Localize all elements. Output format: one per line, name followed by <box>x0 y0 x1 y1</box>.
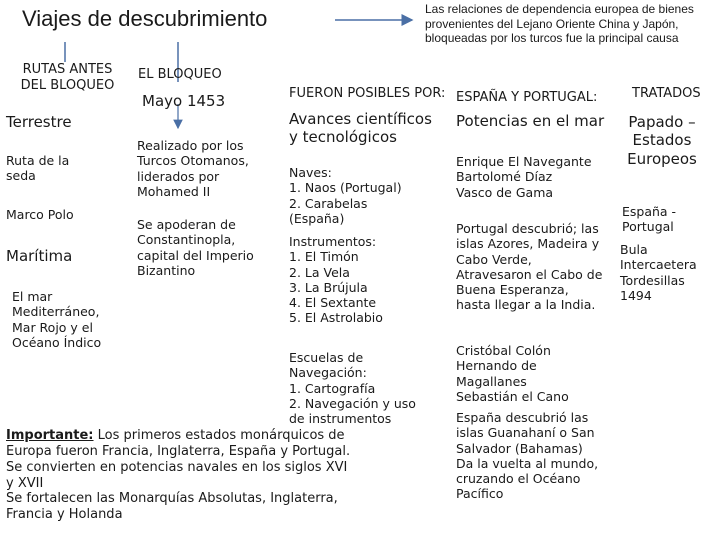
espana-portugal-treaty: España - Portugal <box>622 204 677 235</box>
apoderan-text: Se apoderan de Constantinopla, capital del Imperio Bizantino <box>137 217 254 278</box>
bloqueo-header: EL BLOQUEO <box>138 67 222 82</box>
maritima-label: Marítima <box>6 247 73 265</box>
ruta-seda-text: Ruta de la seda <box>6 153 70 184</box>
marco-polo-text: Marco Polo <box>6 207 74 222</box>
espana-names: Cristóbal Colón Hernando de Magallanes Sebastián el Cano <box>456 343 569 404</box>
bula-text: Bula Intercaetera Tordesillas 1494 <box>620 242 697 303</box>
tratados-header: TRATADOS <box>632 86 701 101</box>
potencias-text: Potencias en el mar <box>456 112 605 130</box>
rutas-header: RUTAS ANTES DEL BLOQUEO <box>20 62 115 93</box>
top-note: Las relaciones de dependencia europea de bienes provenientes del Lejano Oriente China y Japón, bloqueadas por los turcos fue la principal causa <box>425 2 694 46</box>
instrumentos-text: Instrumentos: 1. El Timón 2. La Vela 3. La Brújula 4. El Sextante 5. El Astrolabio <box>289 234 383 326</box>
escuelas-text: Escuelas de Navegación: 1. Cartografía 2. Navegación y uso de instrumentos <box>289 350 416 426</box>
papado-text: Papado – Estados Europeos <box>627 113 697 168</box>
portugal-text: Portugal descubrió; las islas Azores, Madeira y Cabo Verde, Atravesaron el Cabo de Buena Esperanza, hasta llegar a la India. <box>456 221 603 313</box>
espana-portugal-header: ESPAÑA Y PORTUGAL: <box>456 90 598 105</box>
realizado-text: Realizado por los Turcos Otomanos, liderados por Mohamed II <box>137 138 249 199</box>
posibles-header: FUERON POSIBLES POR: <box>289 86 446 101</box>
importante-text: Los primeros estados monárquicos de Europa fueron Francia, Inglaterra, España y Portugal. Se convierten en potencias navales en los siglos XVI y XVII Se fortalecen las Monarquías Absolutas, Inglaterra, Francia y Holanda <box>6 428 351 523</box>
terrestre-label: Terrestre <box>6 113 72 131</box>
avances-text: Avances científicos y tecnológicos <box>289 110 432 147</box>
naves-text: Naves: 1. Naos (Portugal) 2. Carabelas (España) <box>289 165 402 226</box>
page-title: Viajes de descubrimiento <box>22 6 268 31</box>
espana-text: España descubrió las islas Guanahaní o San Salvador (Bahamas) Da la vuelta al mundo, cruzando el Océano Pacífico <box>456 410 599 502</box>
importante-block <box>6 428 351 523</box>
mar-text: El mar Mediterráneo, Mar Rojo y el Océano Índico <box>12 289 102 350</box>
portugal-names: Enrique El Navegante Bartolomé Díaz Vasco de Gama <box>456 154 592 200</box>
importante-label: Importante: <box>6 428 94 443</box>
bloqueo-date: Mayo 1453 <box>142 92 226 110</box>
